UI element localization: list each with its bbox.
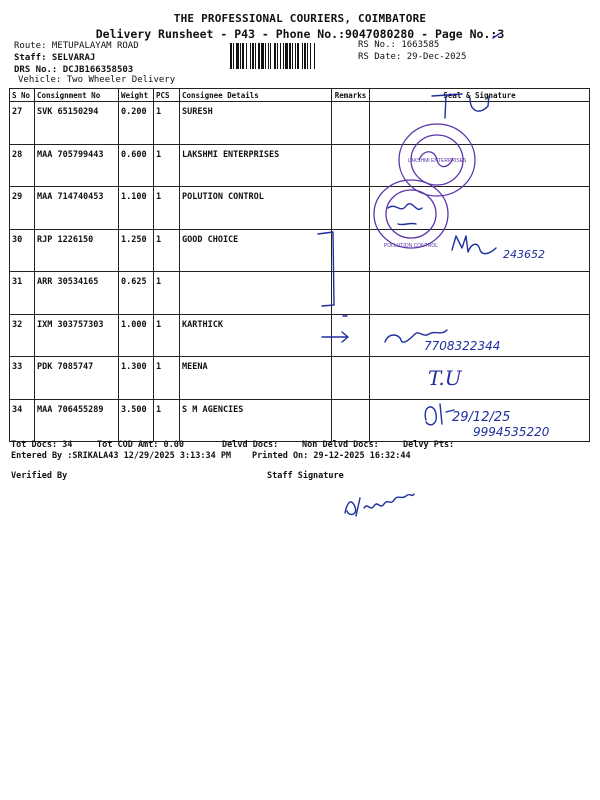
cell-consignment: MAA 706455289 [35,399,119,442]
rs-date: RS Date: 29-Dec-2025 [358,52,467,62]
total-cod-amount: Tot COD Amt: 0.00 [97,440,184,450]
printed-on: Printed On: 29-12-2025 16:32:44 [252,451,411,461]
cell-weight: 3.500 [119,399,154,442]
drs-label: DRS No.: DCJB166358503 [14,65,134,75]
row34-handwritten-date: 29/12/25 [452,410,511,425]
cell-consignment: RJP 1226150 [35,229,119,272]
col-sno: S No [10,89,35,102]
cell-sno: 28 [10,144,35,187]
verified-by-label: Verified By [11,471,68,481]
cell-consignee: S M AGENCIES [180,399,332,442]
cell-weight: 0.600 [119,144,154,187]
staff-label: Staff: SELVARAJ [14,53,96,63]
cell-consignment: PDK 7085747 [35,357,119,400]
cell-consignee: POLUTION CONTROL [180,187,332,230]
row32-handwritten-phone: 7708322344 [424,339,501,353]
cell-consignment: MAA 705799443 [35,144,119,187]
cell-consignment: IXM 303757303 [35,314,119,357]
delivery-points: Delvy Pts: [403,440,455,450]
row27-signature [432,94,489,118]
cell-sno: 32 [10,314,35,357]
rs-number: RS No.: 1663585 [358,40,440,50]
total-docs: Tot Docs: 34 [11,440,73,450]
corner-mark [493,34,499,38]
row30-handwritten-number: 243652 [503,248,545,261]
cell-weight: 1.100 [119,187,154,230]
remarks-arrow [322,332,348,342]
vehicle-label: Vehicle: Two Wheeler Delivery [18,75,176,85]
cell-sno: 27 [10,102,35,145]
cell-pcs: 1 [154,399,180,442]
cell-weight: 1.250 [119,229,154,272]
stamp1-text: LAKSHMI ENTERPRISES [407,158,467,164]
cell-pcs: 1 [154,314,180,357]
col-remarks: Remarks [332,89,370,102]
cell-pcs: 1 [154,144,180,187]
col-consignment: Consignment No [35,89,119,102]
cell-sno: 34 [10,399,35,442]
cell-consignment: SVK 65150294 [35,102,119,145]
cell-pcs: 1 [154,272,180,315]
remarks-bracket [318,232,334,306]
cell-sno: 29 [10,187,35,230]
row34-signature [425,404,454,425]
cell-pcs: 1 [154,187,180,230]
stamp-seal-1 [399,124,475,196]
entered-by: Entered By :SRIKALA43 12/29/2025 3:13:34 PM [11,451,232,461]
cell-consignee: KARTHICK [180,314,332,357]
cell-consignment: ARR 30534165 [35,272,119,315]
cell-consignee: MEENA [180,357,332,400]
col-pcs: PCS [154,89,180,102]
company-title: THE PROFESSIONAL COURIERS, COIMBATORE [173,12,427,25]
cell-consignment: MAA 714740453 [35,187,119,230]
stamp2-text: POLLUTION CONTROL [383,243,439,249]
cell-weight: 0.200 [119,102,154,145]
delivered-docs: Delvd Docs: [222,440,279,450]
row33-handwritten-initials: T.U [428,366,462,390]
cell-sno: 31 [10,272,35,315]
col-seal-signature: Seal & Signature [370,89,590,102]
cell-weight: 0.625 [119,272,154,315]
cell-pcs: 1 [154,102,180,145]
col-weight: Weight [119,89,154,102]
cell-sno: 33 [10,357,35,400]
non-delivered-docs: Non Delvd Docs: [302,440,379,450]
cell-pcs: 1 [154,357,180,400]
col-consignee: Consignee Details [180,89,332,102]
cell-consignee: LAKSHMI ENTERPRISES [180,144,332,187]
row30-signature [452,236,496,254]
cell-pcs: 1 [154,229,180,272]
staff-handwritten-signature [345,494,414,516]
row34-handwritten-phone: 9994535220 [473,425,550,439]
stamp-seal-2 [374,180,448,249]
cell-weight: 1.000 [119,314,154,357]
cell-weight: 1.300 [119,357,154,400]
cell-sno: 30 [10,229,35,272]
cell-consignee: SURESH [180,102,332,145]
staff-signature-label: Staff Signature [267,471,344,481]
runsheet-title: Delivery Runsheet - P43 - Phone No.:9047080280 - Page No.:3 [95,27,505,41]
cell-consignee: GOOD CHOICE [180,229,332,272]
route-label: Route: METUPALAYAM ROAD [14,41,139,51]
